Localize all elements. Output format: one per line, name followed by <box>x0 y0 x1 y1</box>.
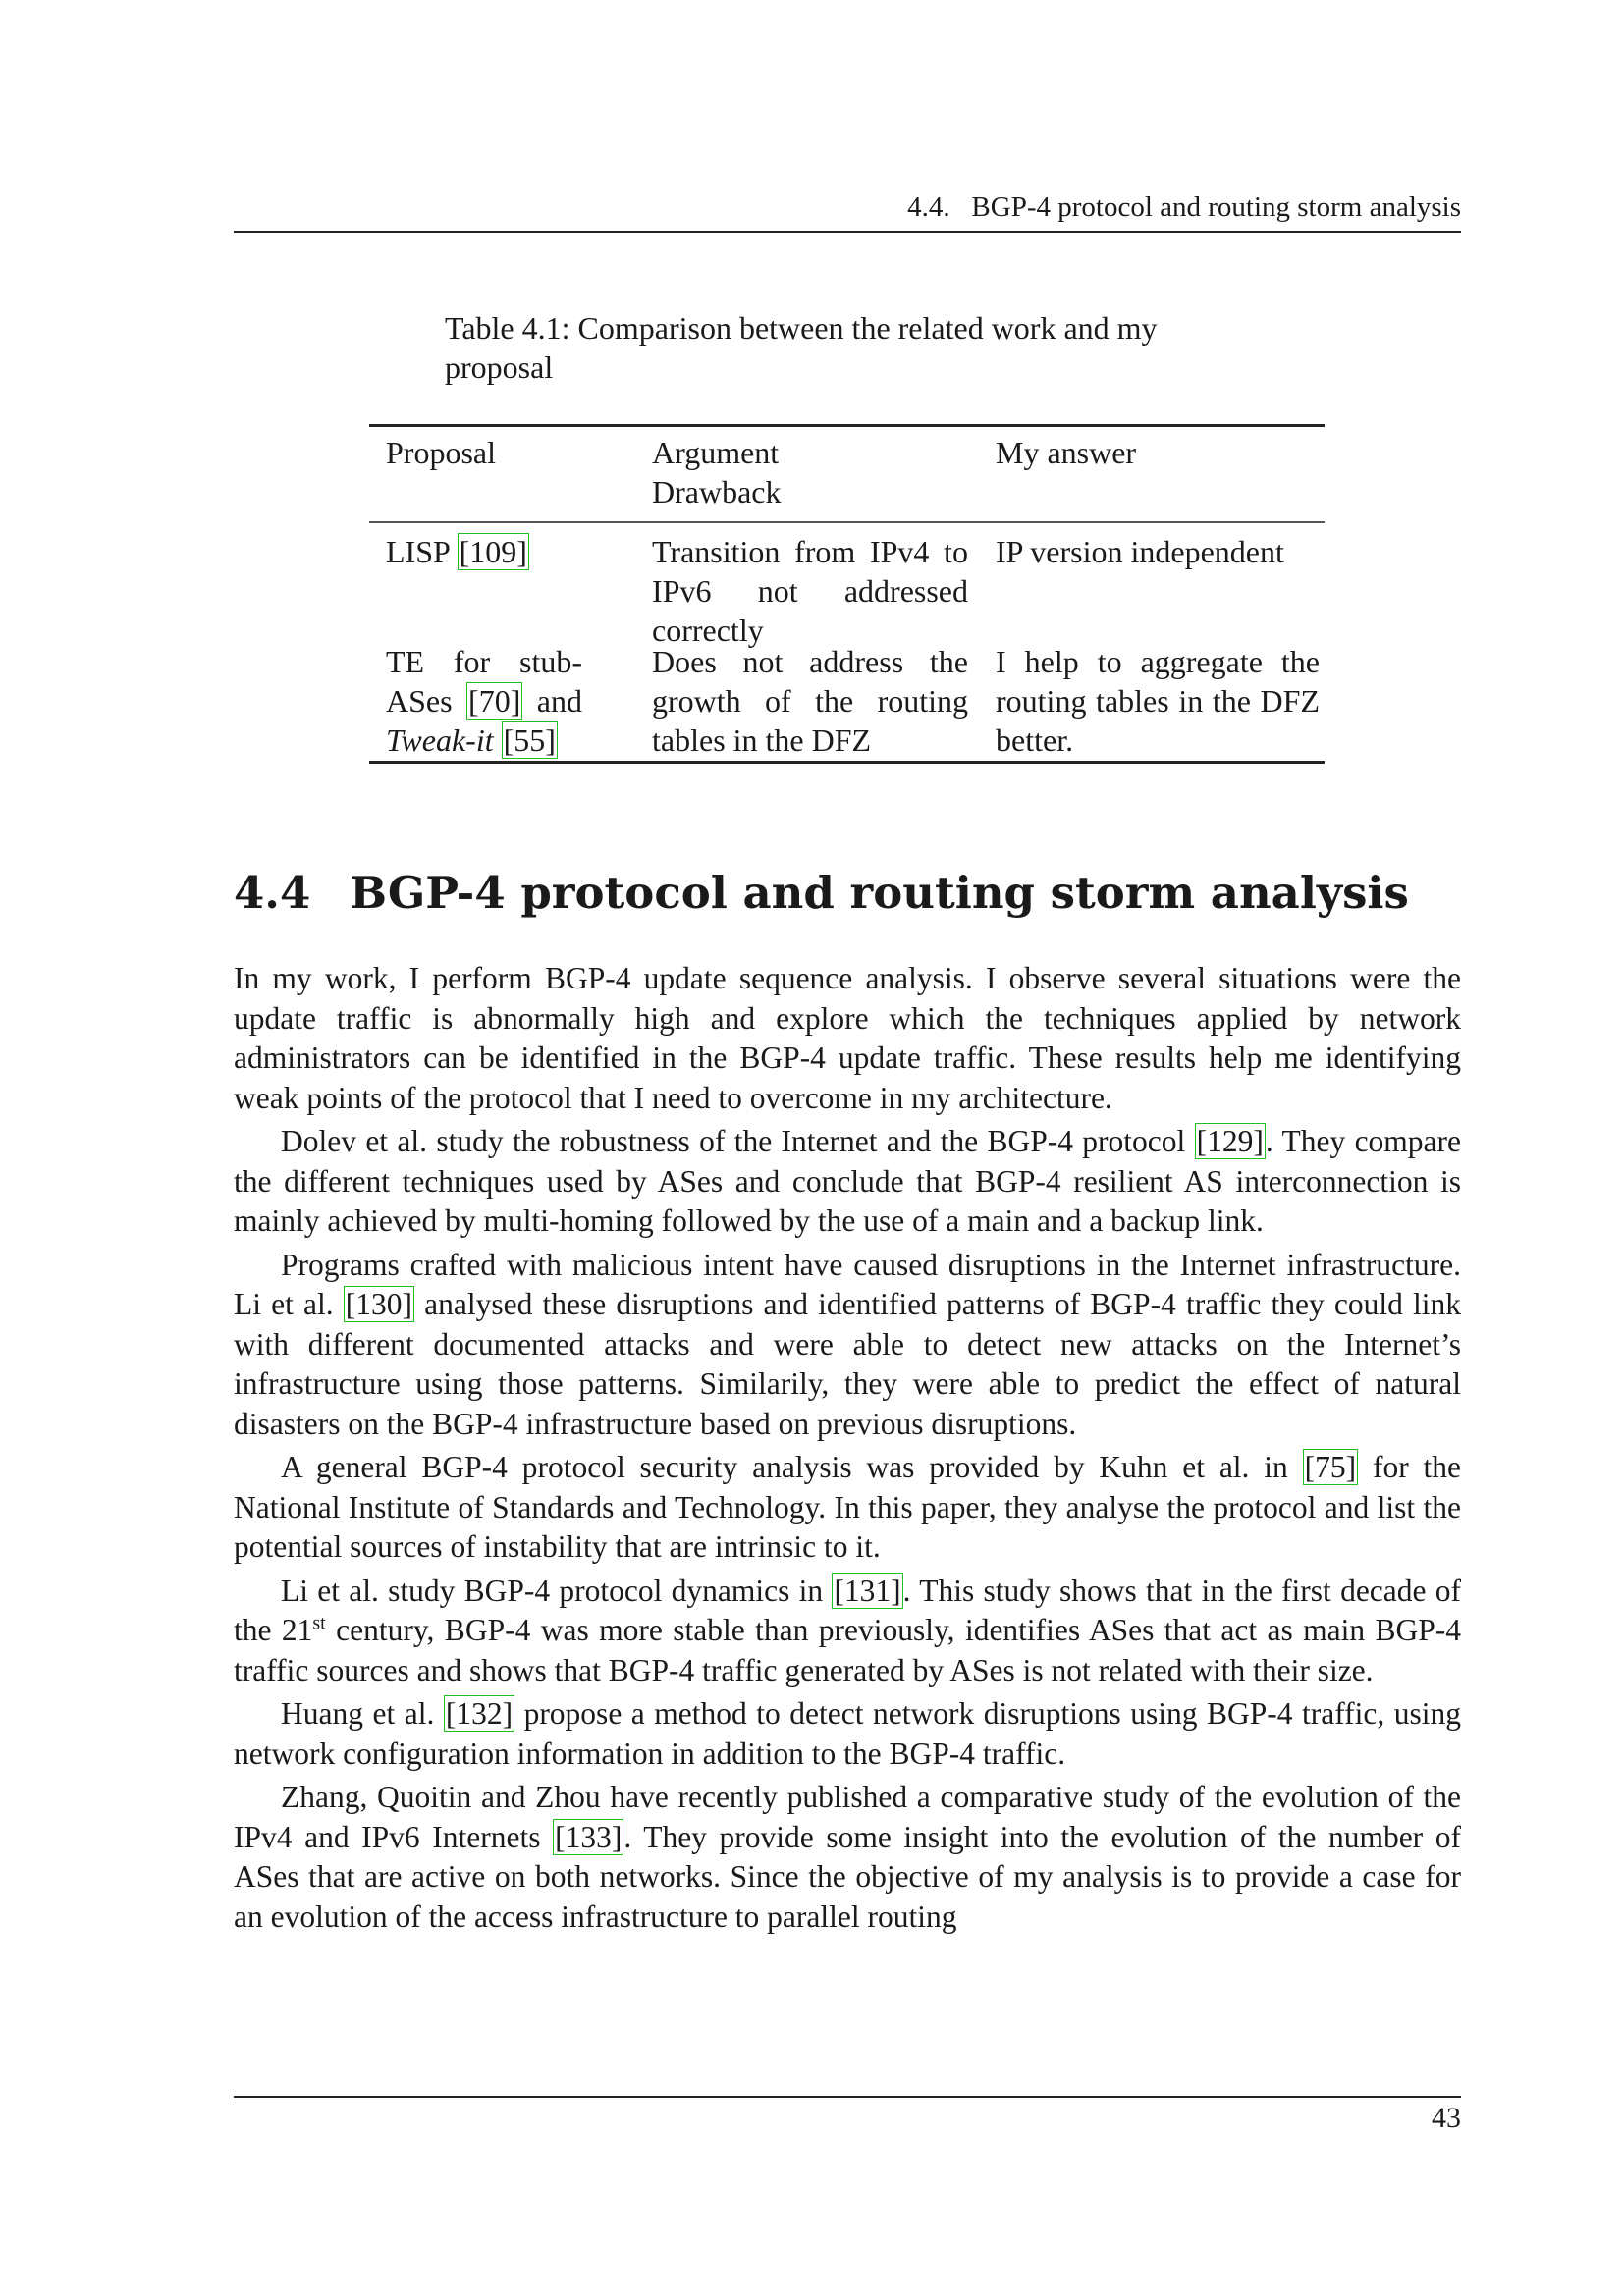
citation-link[interactable]: [70] <box>468 682 521 719</box>
table-row <box>369 641 1325 761</box>
paragraph-text: A general BGP-4 protocol security analysis was provided by Kuhn et al. in <box>281 1450 1303 1484</box>
column-header-argument-line2: Drawback <box>652 474 782 509</box>
paragraph <box>234 1246 1461 1445</box>
column-header-argument-line1: Argument <box>652 435 780 470</box>
paragraph-text: for the National Institute of Standards and Technology. In this paper, they analyse the protocol and list the potential sources of instability that are intrinsic to it. <box>234 1450 1462 1564</box>
paragraph <box>234 1694 1461 1774</box>
paragraph <box>234 1778 1461 1937</box>
table-header-row <box>369 427 1325 521</box>
table-row <box>369 523 1325 648</box>
row2-proposal-mid: and <box>522 682 583 719</box>
running-header: 4.4. BGP-4 protocol and routing storm analysis <box>907 191 1461 223</box>
paragraph-text: analysed these disruptions and identified patterns of BGP-4 traffic they could link with different documented attacks and were able to detect new attacks on the Internet’s infrastructure using those patterns. Similarily, they were able to predict the effect of natural disasters on the BGP-4 infrastructure based on previous disruptions. <box>234 1287 1461 1441</box>
row2-proposal-prefix: TE for stub-ASes <box>386 643 582 719</box>
superscript: st <box>312 1612 326 1634</box>
table-caption: Table 4.1: Comparison between the related work and my proposal <box>445 310 1158 385</box>
paragraph <box>234 1448 1461 1568</box>
paragraph-text: Programs crafted with malicious intent have caused disruptions in the Internet infrastructure. Li et al. <box>234 1247 1461 1321</box>
row2-proposal <box>386 642 582 760</box>
citation-link[interactable]: [132] <box>445 1696 514 1731</box>
section-title: BGP-4 protocol and routing storm analysis <box>350 867 1409 919</box>
citation-link[interactable]: [109] <box>459 533 527 569</box>
column-header-proposal: Proposal <box>386 435 496 470</box>
citation-link[interactable]: [75] <box>1304 1450 1357 1484</box>
paragraph-text: Dolev et al. study the robustness of the Internet and the BGP-4 protocol <box>281 1124 1195 1158</box>
paragraph: In my work, I perform BGP-4 update sequence analysis. I observe several situations were the update traffic is abnormally high and explore which the techniques applied by network administrators can be identified in the BGP-4 update traffic. These results help me identifying weak points of the protocol that I need to overcome in my architecture. <box>234 961 1461 1115</box>
row1-answer: IP version independent <box>996 533 1284 569</box>
row2-drawback: Does not address the growth of the routing tables in the DFZ <box>652 643 968 758</box>
page-number: 43 <box>1432 2102 1461 2134</box>
citation-link[interactable]: [133] <box>555 1819 623 1854</box>
citation-link[interactable]: [131] <box>834 1573 901 1608</box>
row1-proposal-text: LISP <box>386 533 458 569</box>
header-rule <box>234 231 1461 233</box>
section-number: 4.4 <box>234 867 311 919</box>
citation-link[interactable]: [55] <box>503 721 556 758</box>
paragraph <box>234 1122 1461 1242</box>
column-header-answer: My answer <box>996 435 1137 470</box>
paragraph-text: propose a method to detect network disruptions using BGP-4 traffic, using network configuration information in addition to the BGP-4 traffic. <box>234 1696 1461 1771</box>
section-heading <box>234 864 1461 923</box>
footer-rule <box>234 2096 1461 2098</box>
citation-link[interactable]: [129] <box>1196 1124 1264 1158</box>
row2-proposal-italic: Tweak-it <box>386 721 494 758</box>
paragraph-text: century, BGP-4 was more stable than previously, identifies ASes that act as main BGP-4 traffic sources and shows that BGP-4 traffic generated by ASes is not related with their size. <box>234 1613 1461 1687</box>
body-text <box>234 959 1461 1941</box>
row1-proposal <box>386 532 631 571</box>
paragraph-text: Huang et al. <box>281 1696 444 1731</box>
paragraph-text: . This study shows that in the first decade of the 21 <box>234 1573 1462 1647</box>
row2-answer: I help to aggregate the routing tables in the DFZ better. <box>996 643 1320 758</box>
column-header-argument <box>652 433 968 511</box>
paragraph-text: . They provide some insight into the evolution of the number of ASes that are active on both networks. Since the objective of my analysis is to provide a case for an evolution of the access infrastructure to parallel routing <box>234 1819 1461 1934</box>
comparison-table <box>369 424 1325 764</box>
row1-drawback: Transition from IPv4 to IPv6 not addressed correctly <box>652 533 968 648</box>
paragraph <box>234 1572 1461 1691</box>
paragraph-text: Zhang, Quoitin and Zhou have recently published a comparative study of the evolution of the IPv4 and IPv6 Internets <box>234 1780 1461 1854</box>
paragraph-text: . They compare the different techniques used by ASes and conclude that BGP-4 resilient AS interconnection is mainly achieved by multi-homing followed by the use of a main and a backup link. <box>234 1124 1462 1238</box>
paragraph-text: Li et al. study BGP-4 protocol dynamics in <box>281 1573 833 1608</box>
table-bottom-rule <box>369 761 1325 764</box>
citation-link[interactable]: [130] <box>345 1287 413 1321</box>
